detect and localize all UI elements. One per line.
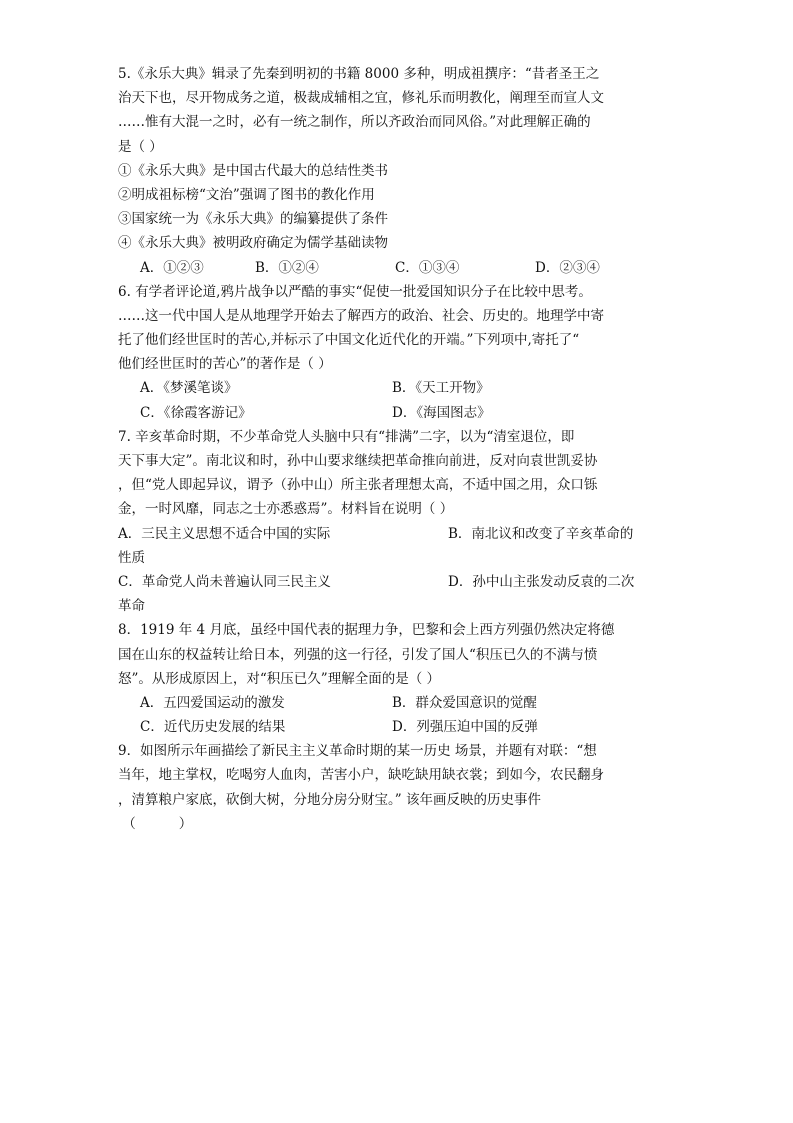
option-b: B．群众爱国意识的觉醒	[392, 694, 537, 711]
question-text-line: 7. 辛亥革命时期，不少革命党人头脑中只有“排满”二字，以为“清室退位，即	[118, 428, 575, 445]
statement-line: ①《永乐大典》是中国古代最大的总结性类书	[118, 162, 388, 179]
question-text-line: 怒”。从形成原因上，对“积压已久”理解全面的是（ ）	[118, 670, 440, 687]
options-row	[118, 522, 678, 546]
option-d: D．②③④	[535, 259, 600, 276]
question-text-line: ，但“党人即起异议，谓予（孙中山）所主张者理想太高，不适中国之用，众口铄	[118, 477, 598, 494]
question-text-line: 8．1919 年 4 月底，虽经中国代表的据理力争，巴黎和会上西方列强仍然决定将德	[118, 622, 615, 639]
option-c: C．①③④	[395, 259, 460, 276]
options-row	[118, 715, 678, 739]
question-text-line: 6. 有学者评论道,鸦片战争以严酷的事实“促使一批爱国知识分子在比较中思考。	[118, 283, 592, 300]
question-text-line: 是（ ）	[118, 138, 163, 155]
option-d: D．《海国图志》	[392, 404, 491, 421]
question-text-line: 金，一时风靡，同志之士亦悉惑焉”。材料旨在说明（ ）	[118, 501, 454, 518]
options-row	[118, 570, 678, 594]
option-d: D．孙中山主张发动反袁的二次	[448, 573, 635, 590]
option-b: B．南北议和改变了辛亥革命的	[448, 525, 634, 542]
question-9	[118, 739, 678, 836]
question-6	[118, 280, 678, 425]
options-row	[118, 256, 678, 280]
statement-line: ④《永乐大典》被明政府确定为儒学基础读物	[118, 235, 388, 252]
question-text-line: 天下事大定”。南北议和时，孙中山要求继续把革命推向前进，反对向袁世凯妥协	[118, 453, 598, 469]
option-d: D．列强压迫中国的反弹	[392, 719, 538, 736]
option-a: A．三民主义思想不适合中国的实际	[118, 525, 331, 542]
question-text-line: ……这一代中国人是从地理学开始去了解西方的政治、社会、历史的。地理学中寄	[118, 307, 604, 324]
question-7	[118, 425, 678, 619]
question-text-line: 当年，地主掌权，吃喝穷人血肉，苦害小户，缺吃缺用缺衣裳；到如今，农民翻身	[118, 767, 604, 784]
option-c: C．近代历史发展的结果	[140, 719, 286, 736]
question-text-line: ……惟有大混一之时，必有一统之制作，所以齐政治而同风俗。”对此理解正确的	[118, 114, 591, 131]
option-d-continued: 革命	[118, 598, 145, 615]
question-text-line: ，清算粮户家底，砍倒大树，分地分房分财宝。” 该年画反映的历史事件	[118, 791, 541, 808]
statement-line: ②明成祖标榜“文治”强调了图书的教化作用	[118, 186, 375, 203]
statement-line: ③国家统一为《永乐大典》的编纂提供了条件	[118, 211, 388, 228]
exam-page	[118, 62, 678, 836]
question-5	[118, 62, 678, 280]
option-a: A．《梦溪笔谈》	[140, 380, 238, 397]
option-a: A．五四爱国运动的激发	[140, 694, 285, 711]
option-c: C．《徐霞客游记》	[140, 404, 252, 421]
question-text-line: 5.《永乐大典》辑录了先秦到明初的书籍 8000 多种，明成祖撰序：“昔者圣王之	[118, 66, 600, 82]
options-row	[118, 401, 678, 425]
option-b: B．①②④	[255, 259, 319, 276]
question-text-line: 9．如图所示年画描绘了新民主主义革命时期的某一历史 场景，并题有对联：“想	[118, 743, 597, 760]
question-8	[118, 618, 678, 739]
question-text-line: 治天下也，尽开物成务之道，极裁成辅相之宜，修礼乐而明教化，阐理至而宣人文	[118, 90, 604, 107]
option-a: A．①②③	[140, 259, 204, 276]
answer-blank: （ ）	[118, 815, 193, 832]
option-b: B．《天工开物》	[392, 380, 490, 397]
option-c: C．革命党人尚未普遍认同三民主义	[118, 573, 331, 590]
question-text-line: 他们经世匡时的苦心”的著作是（ ）	[118, 356, 332, 373]
question-text-line: 托了他们经世匡时的苦心,并标示了中国文化近代化的开端。”下列项中,寄托了“	[118, 332, 580, 349]
options-row	[118, 376, 678, 400]
option-b-continued: 性质	[118, 549, 145, 566]
question-text-line: 国在山东的权益转让给日本，列强的这一行径，引发了国人“积压已久的不满与愤	[118, 646, 598, 663]
options-row	[118, 691, 678, 715]
